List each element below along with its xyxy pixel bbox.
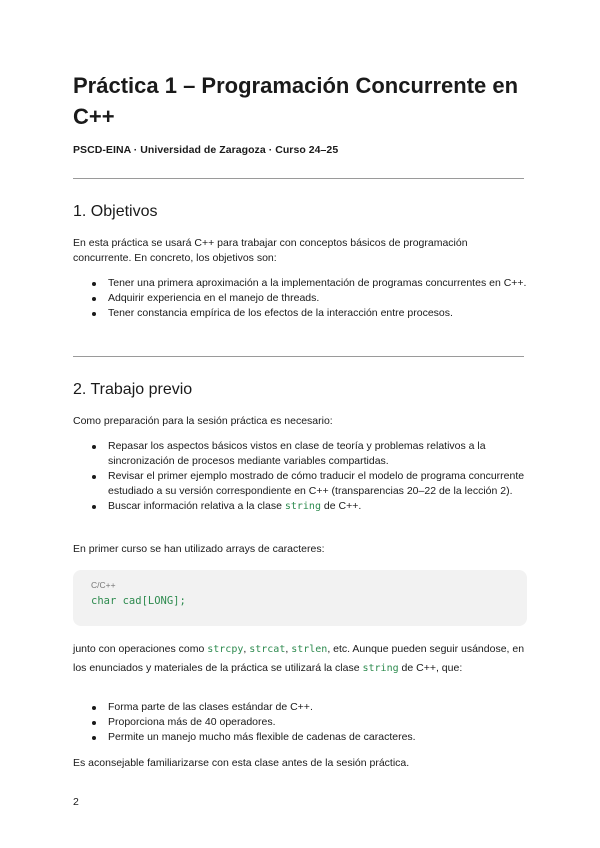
list-item: Tener constancia empírica de los efectos de la interacción entre procesos. <box>73 306 528 321</box>
objetivos-list <box>73 276 528 321</box>
divider <box>73 178 524 179</box>
closing-paragraph: Es aconsejable familiarizarse con esta clase antes de la sesión práctica. <box>73 757 410 769</box>
arrays-intro: En primer curso se han utilizado arrays de caracteres: <box>73 543 325 555</box>
trabajo-previo-list <box>73 439 528 514</box>
string-features-list <box>73 700 528 745</box>
list-item: Repasar los aspectos básicos vistos en clase de teoría y problemas relativos a la sincronización de procesos mediante variables compartidas. <box>73 439 528 469</box>
inline-code: strcat <box>249 644 286 655</box>
list-item: Adquirir experiencia en el manejo de threads. <box>73 291 528 306</box>
objetivos-intro: En esta práctica se usará C++ para trabajar con conceptos básicos de programación concurrente. En concreto, los objetivos son: <box>73 237 468 264</box>
list-item: Permite un manejo mucho más flexible de cadenas de caracteres. <box>73 730 528 745</box>
text: de C++, que: <box>398 662 463 674</box>
section-heading-objetivos: 1. Objetivos <box>73 203 158 220</box>
page-number: 2 <box>73 796 79 808</box>
text: , <box>285 643 292 655</box>
inline-code: string <box>362 663 399 674</box>
course-subtitle: PSCD-EINA · Universidad de Zaragoza · Curso 24–25 <box>73 144 339 156</box>
list-item-text: Buscar información relativa a la clase <box>108 500 285 512</box>
list-item <box>73 499 528 514</box>
list-item-text: de C++. <box>320 500 362 512</box>
list-item: Revisar el primer ejemplo mostrado de cómo traducir el modelo de programa concurrente estudiado a su versión correspondiente en C++ (transparencias 20–22 de la lección 2). <box>73 469 528 499</box>
text: , <box>243 643 250 655</box>
code-language-label: C/C++ <box>91 580 116 590</box>
inline-code: strlen <box>291 644 328 655</box>
trabajo-previo-intro: Como preparación para la sesión práctica es necesario: <box>73 415 333 427</box>
list-item: Proporciona más de 40 operadores. <box>73 715 528 730</box>
page-title: Práctica 1 – Programación Concurrente en C++ <box>73 73 519 129</box>
list-item: Forma parte de las clases estándar de C++. <box>73 700 528 715</box>
text: , etc. Aunque pueden seguir usándose, en los enunciados y materiales de la práctica se utilizará la clase <box>73 643 525 674</box>
inline-code: string <box>284 501 321 512</box>
list-item: Tener una primera aproximación a la implementación de programas concurrentes en C++. <box>73 276 528 291</box>
string-paragraph <box>73 640 528 678</box>
code-content: char cad[LONG]; <box>91 595 186 607</box>
divider <box>73 356 524 357</box>
inline-code: strcpy <box>207 644 244 655</box>
text: junto con operaciones como <box>73 643 208 655</box>
code-block <box>73 570 527 626</box>
section-heading-trabajo-previo: 2. Trabajo previo <box>73 381 193 398</box>
